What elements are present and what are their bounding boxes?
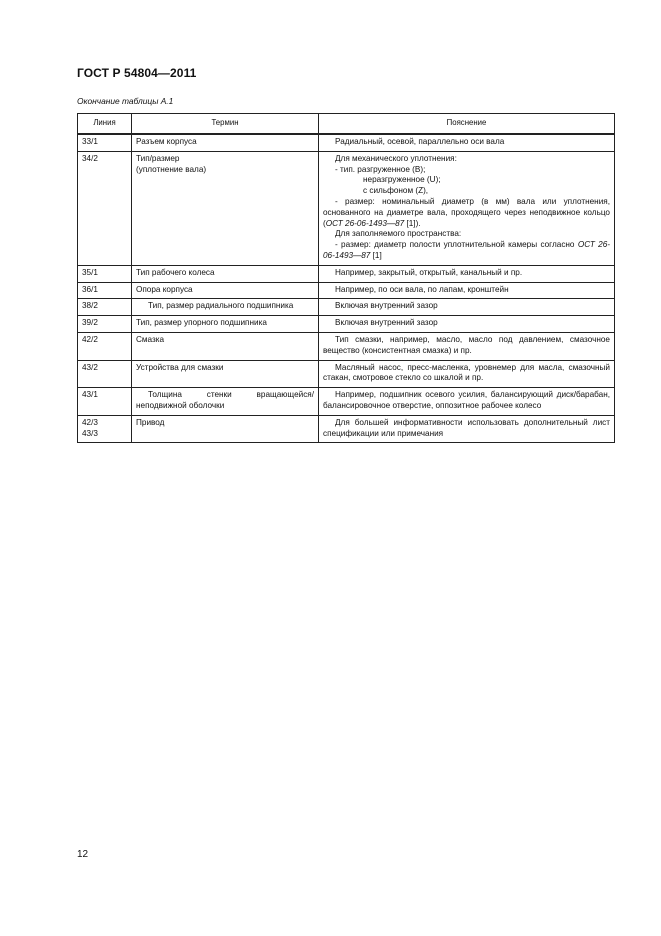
table-row <box>78 316 615 333</box>
line-number: 43/3 <box>82 428 98 438</box>
table-row <box>78 151 615 265</box>
cell-term <box>132 151 319 265</box>
cell-line: 34/2 <box>78 151 132 265</box>
cell-explanation: Включая внутренний зазор <box>319 316 615 333</box>
cell-term: Опора корпуса <box>132 282 319 299</box>
term-text: Тип/размер <box>136 153 180 163</box>
explanation-line: - тип. разгруженное (B); <box>335 164 426 174</box>
line-number: 42/3 <box>82 417 98 427</box>
cell-term: Тип, размер радиального подшипника <box>132 299 319 316</box>
term-text: (уплотнение вала) <box>136 164 207 174</box>
cell-explanation: Например, подшипник осевого усилия, балансирующий диск/барабан, балансировочное отверстие, оппозитное рабочее колесо <box>319 388 615 416</box>
table-caption: Окончание таблицы А.1 <box>77 96 174 106</box>
table-row <box>78 265 615 282</box>
table-row <box>78 134 615 151</box>
column-header-term: Термин <box>132 114 319 135</box>
cell-explanation: Для большей информативности использовать дополнительный лист спецификации или примечания <box>319 415 615 443</box>
table-row <box>78 388 615 416</box>
cell-term: Толщина стенки вращающейся/неподвижной оболочки <box>132 388 319 416</box>
standard-reference: ОСТ 26-06-1493—87 <box>323 240 611 260</box>
explanation-line: с сильфоном (Z), <box>363 186 429 196</box>
table-row <box>78 415 615 443</box>
explanation-text: - размер: диаметр полости уплотнительной камеры согласно <box>335 240 578 250</box>
cell-explanation: Например, закрытый, открытый, канальный и пр. <box>319 265 615 282</box>
cell-line: 33/1 <box>78 134 132 151</box>
table-row <box>78 299 615 316</box>
cell-explanation: Включая внутренний зазор <box>319 299 615 316</box>
explanation-line: Для заполняемого пространства: <box>335 229 462 239</box>
cell-term: Устройства для смазки <box>132 360 319 388</box>
explanation-line <box>323 240 610 262</box>
cell-line: 38/2 <box>78 299 132 316</box>
table-row <box>78 332 615 360</box>
cell-line: 39/2 <box>78 316 132 333</box>
explanation-text: [1]). <box>404 218 421 228</box>
document-header: ГОСТ Р 54804—2011 <box>77 66 197 80</box>
standard-reference: ОСТ 26-06-1493—87 <box>325 218 405 228</box>
cell-term: Привод <box>132 415 319 443</box>
cell-term: Смазка <box>132 332 319 360</box>
cell-explanation: Например, по оси вала, по лапам, кронштейн <box>319 282 615 299</box>
cell-term: Тип, размер упорного подшипника <box>132 316 319 333</box>
cell-line: 36/1 <box>78 282 132 299</box>
explanation-line <box>323 197 610 229</box>
column-header-explanation: Пояснение <box>319 114 615 135</box>
cell-term: Тип рабочего колеса <box>132 265 319 282</box>
explanation-line: Для механического уплотнения: <box>335 153 457 163</box>
cell-line <box>78 415 132 443</box>
terms-table <box>77 113 615 443</box>
page-number: 12 <box>77 849 89 860</box>
cell-explanation: Тип смазки, например, масло, масло под давлением, смазочное вещество (консистентная смазка) и пр. <box>319 332 615 360</box>
table-row <box>78 282 615 299</box>
explanation-text: [1] <box>370 250 382 260</box>
cell-line: 43/2 <box>78 360 132 388</box>
explanation-line: неразгруженное (U); <box>363 175 441 185</box>
cell-line: 35/1 <box>78 265 132 282</box>
explanation-text: - размер: номинальный диаметр (в мм) вала или уплотнения, основанного на диаметре вала, проходящего через неподвижное кольцо ( <box>323 196 610 228</box>
column-header-line: Линия <box>78 114 132 135</box>
cell-explanation <box>319 151 615 265</box>
cell-term: Разъем корпуса <box>132 134 319 151</box>
table-row <box>78 360 615 388</box>
cell-explanation: Радиальный, осевой, параллельно оси вала <box>319 134 615 151</box>
cell-line: 43/1 <box>78 388 132 416</box>
cell-explanation: Масляный насос, пресс-масленка, уровнемер для масла, смазочный стакан, смотровое стекло со шкалой и пр. <box>319 360 615 388</box>
table-header-row <box>78 114 615 135</box>
cell-line: 42/2 <box>78 332 132 360</box>
